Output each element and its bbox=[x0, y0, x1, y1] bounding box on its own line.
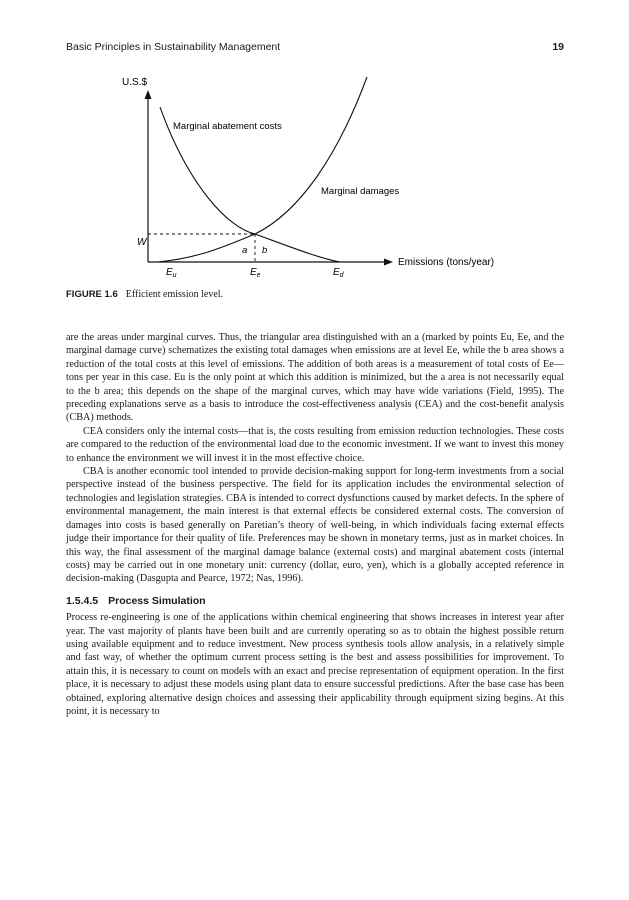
body-text bbox=[66, 331, 564, 718]
page-number: 19 bbox=[552, 41, 564, 53]
tick-ee: $E_e$ bbox=[250, 267, 261, 279]
tick-eu: $E_u$ bbox=[166, 267, 177, 279]
area-b-label: b bbox=[262, 245, 268, 256]
damages-curve-label: Marginal damages bbox=[321, 186, 400, 197]
section-title: Process Simulation bbox=[108, 594, 206, 607]
section-number: 1.5.4.5 bbox=[66, 594, 99, 607]
section-heading bbox=[66, 595, 564, 608]
x-axis-label: Emissions (tons/year) bbox=[398, 257, 495, 268]
w-label: W bbox=[137, 237, 147, 248]
figure-label: FIGURE 1.6 bbox=[66, 289, 118, 300]
efficient-emission-figure bbox=[0, 60, 629, 285]
y-axis-label: U.S.$ bbox=[122, 77, 148, 88]
figure-caption-text: Efficient emission level. bbox=[125, 289, 224, 300]
x-axis-arrow bbox=[384, 259, 393, 266]
paragraph: are the areas under marginal curves. Thus, the triangular area distinguished with an a (marked by points Eu, Ee, and the marginal damage curve) schematizes the existing total damages when emissions are at level Ee, while the b area shows a reduction of the total costs at this level of emissions. The addition of both areas is a measurement of total costs of Ee—tons per year in this case. Eu is the only point at which this addition is minimized, but the a area is not necessarily equal to the b area; this depends on the shape of the marginal curves, which may have wide variations (Field, 1995). The preceding explanations serve as a basis to introduce the cost-effectiveness analysis (CEA) and the cost-benefit analysis (CBA) methods. bbox=[66, 332, 564, 424]
tick-ed: $E_d$ bbox=[333, 267, 344, 279]
abatement-curve-label: Marginal abatement costs bbox=[173, 121, 282, 132]
running-head bbox=[66, 41, 564, 57]
figure-caption bbox=[66, 289, 564, 300]
running-head-title: Basic Principles in Sustainability Management bbox=[66, 41, 281, 53]
area-a-label: a bbox=[242, 245, 248, 256]
paragraph: CBA is another economic tool intended to provide decision-making support for long-term investments from a social perspective instead of the business perspective. The field for its application includes the environmental selection of technologies and legislation strategies. CBA is intended to correct dysfunctions caused by market defects. In the sphere of environmental management, the main interest is that external effects be considered external costs. The conversion of damages into costs is based generally on Paretian’s theory of well-being, in which individuals facing external effects judge their importance for their quality of life. Preferences may be shown in monetary terms, just as in market choices. In this way, the final assessment of the marginal damage balance (external costs) and marginal abatement costs (internal costs) may be carried out in one monetary unit: currency (dollar, euro, yen), which is a globally accepted reference in decision-making (Dasgupta and Pearce, 1972; Nas, 1996). bbox=[66, 466, 564, 585]
y-axis-arrow bbox=[145, 90, 152, 99]
paragraph: Process re-engineering is one of the applications within chemical engineering that shows increases in interest year after year. The vast majority of plants have been built and are currently operating so as to obtain the highest possible return using available equipment and to reduce investment. New process synthesis tools allow analysis, in a relatively simple and fast way, of whether the optimum current process setting is the best and assess possibilities for improvement. To attain this, it is necessary to count on models with an exact and precise representation of equipment operation. In the first place, it is necessary to adjust these models using plant data to ensure successful predictions. After the base case has been obtained, exploring alternative design choices and assessing their applicability through equipment sizing begins. At this point, it is necessary to bbox=[66, 612, 564, 717]
paragraph: CEA considers only the internal costs—that is, the costs resulting from emission reduction technologies. These costs are compared to the reduction of the environmental load due to the economic investment. If we want to invest this money to enhance the environment we will invest it in the most effective choice. bbox=[66, 425, 564, 464]
